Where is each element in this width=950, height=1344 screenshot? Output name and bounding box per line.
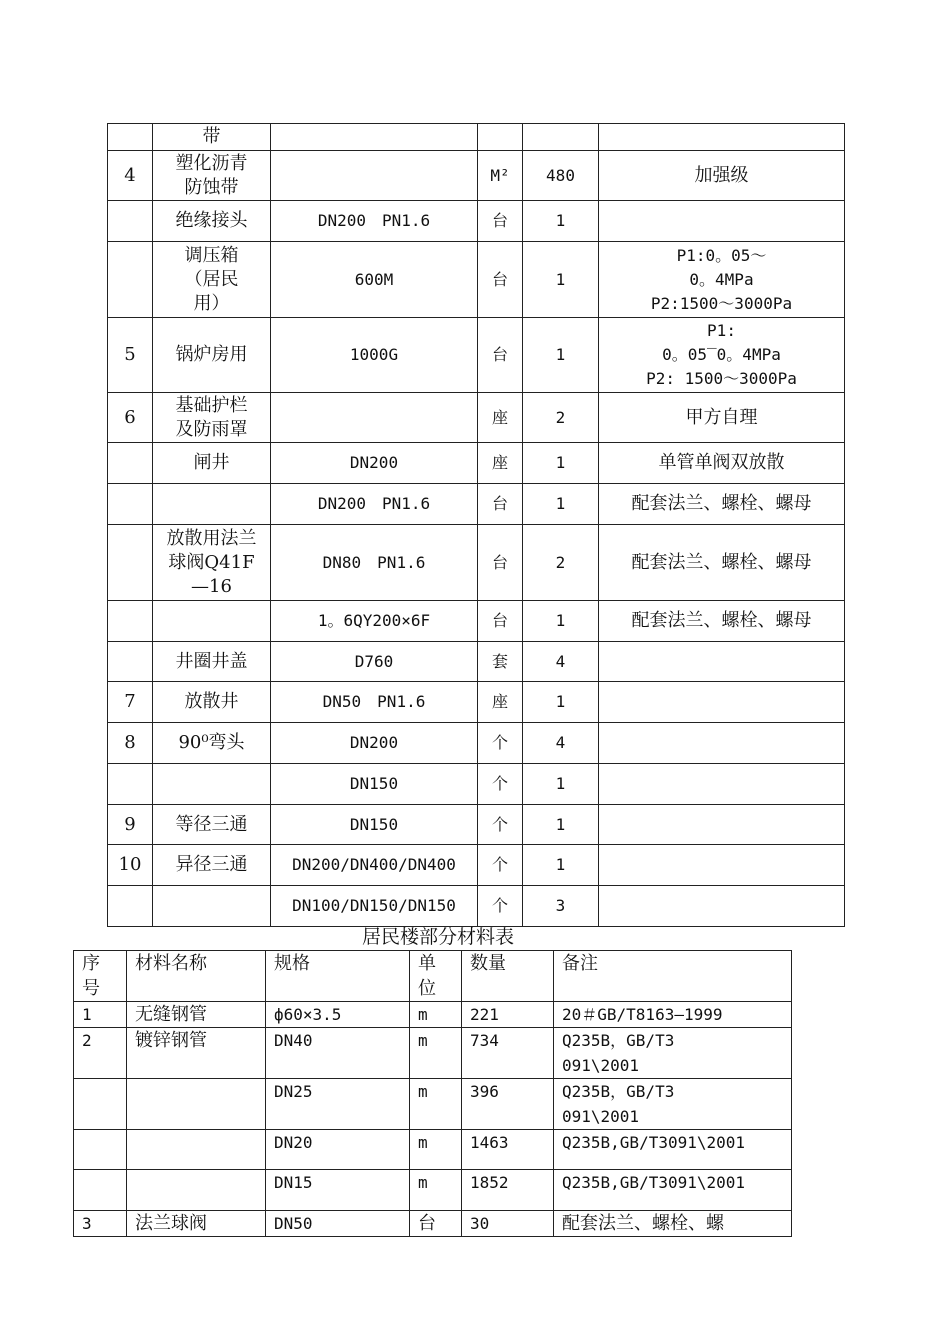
table-row <box>74 1079 792 1130</box>
quantity: 1 <box>523 318 599 393</box>
material-name <box>153 764 271 805</box>
table-row <box>74 1130 792 1170</box>
note <box>599 805 845 845</box>
unit: 个 <box>478 805 523 845</box>
unit: 个 <box>478 723 523 764</box>
spec: DN15 <box>266 1170 410 1211</box>
row-number: 3 <box>74 1211 127 1237</box>
material-name <box>127 1170 266 1211</box>
table-row <box>74 1170 792 1211</box>
unit: 台 <box>478 318 523 393</box>
header-unit: 单位 <box>410 951 462 1002</box>
quantity: 1 <box>523 601 599 642</box>
material-name: 基础护栏及防雨罩 <box>153 393 271 443</box>
quantity: 396 <box>462 1079 554 1130</box>
table-row <box>108 318 845 393</box>
quantity: 1 <box>523 682 599 723</box>
spec: DN100/DN150/DN150 <box>271 886 478 927</box>
table-row <box>108 484 845 525</box>
row-number <box>108 764 153 805</box>
note <box>599 242 845 318</box>
quantity: 1 <box>523 242 599 318</box>
quantity: 2 <box>523 393 599 443</box>
note-line: 0。4MPa <box>689 269 754 289</box>
unit: 台 <box>478 201 523 242</box>
material-name: 镀锌钢管 <box>127 1028 266 1079</box>
material-name: 异径三通 <box>153 845 271 886</box>
row-number <box>108 242 153 318</box>
unit: 台 <box>478 484 523 525</box>
table-row <box>74 1211 792 1237</box>
table-row <box>74 1028 792 1079</box>
row-number <box>108 484 153 525</box>
quantity: 221 <box>462 1002 554 1028</box>
material-name: 法兰球阀 <box>127 1211 266 1237</box>
spec <box>271 124 478 151</box>
quantity: 1 <box>523 484 599 525</box>
table-row <box>108 601 845 642</box>
spec: 1。6QY200×6F <box>271 601 478 642</box>
table-row <box>108 764 845 805</box>
material-name: 放散用法兰球阀Q41F—16 <box>153 525 271 601</box>
note: 甲方自理 <box>599 393 845 443</box>
quantity: 30 <box>462 1211 554 1237</box>
note <box>599 642 845 682</box>
row-number: 2 <box>74 1028 127 1079</box>
note-line: P1: <box>707 321 736 340</box>
spec: DN50 <box>266 1211 410 1237</box>
unit: M² <box>478 151 523 201</box>
note <box>599 723 845 764</box>
spec <box>271 151 478 201</box>
spec: DN200 PN1.6 <box>271 201 478 242</box>
material-name: 塑化沥青防蚀带 <box>153 151 271 201</box>
table-caption: 居民楼部分材料表 <box>361 926 514 948</box>
row-number: 8 <box>108 723 153 764</box>
row-number <box>74 1079 127 1130</box>
material-name <box>153 886 271 927</box>
header-note: 备注 <box>554 951 792 1002</box>
material-name: 带 <box>153 124 271 151</box>
note <box>599 318 845 393</box>
note: 20＃GB/T8163—1999 <box>554 1002 792 1028</box>
note: 配套法兰、螺栓、螺母 <box>599 525 845 601</box>
row-number <box>108 525 153 601</box>
note: 配套法兰、螺栓、螺 <box>554 1211 792 1237</box>
row-number <box>108 124 153 151</box>
material-name <box>153 484 271 525</box>
spec: DN200 PN1.6 <box>271 484 478 525</box>
table-row <box>108 805 845 845</box>
unit: 台 <box>410 1211 462 1237</box>
unit: 台 <box>478 601 523 642</box>
spec: DN25 <box>266 1079 410 1130</box>
quantity: 1 <box>523 443 599 484</box>
note <box>599 124 845 151</box>
unit: m <box>410 1130 462 1170</box>
row-number <box>108 443 153 484</box>
table-row <box>108 886 845 927</box>
note <box>599 845 845 886</box>
row-number <box>108 886 153 927</box>
spec: DN150 <box>271 805 478 845</box>
note: 加强级 <box>599 151 845 201</box>
unit: 座 <box>478 443 523 484</box>
quantity: 2 <box>523 525 599 601</box>
material-name: 放散井 <box>153 682 271 723</box>
note <box>599 764 845 805</box>
spec: D760 <box>271 642 478 682</box>
row-number: 1 <box>74 1002 127 1028</box>
table-header-row <box>74 951 792 1002</box>
row-number: 5 <box>108 318 153 393</box>
table-row <box>74 1002 792 1028</box>
material-name: 绝缘接头 <box>153 201 271 242</box>
spec: DN200 <box>271 443 478 484</box>
note-line: P1:0。05～ <box>676 245 767 265</box>
spec: DN200/DN400/DN400 <box>271 845 478 886</box>
unit <box>478 124 523 151</box>
note <box>599 886 845 927</box>
quantity: 4 <box>523 723 599 764</box>
spec: DN40 <box>266 1028 410 1079</box>
quantity: 734 <box>462 1028 554 1079</box>
spec: DN80 PN1.6 <box>271 525 478 601</box>
row-number: 10 <box>108 845 153 886</box>
upper-material-table <box>107 123 845 927</box>
unit: 个 <box>478 764 523 805</box>
table-row <box>108 151 845 201</box>
table-row <box>108 525 845 601</box>
note: Q235B,GB/T3091\2001 <box>554 1170 792 1211</box>
unit: 个 <box>478 845 523 886</box>
note-line: 0。05‾0。4MPa <box>662 345 781 364</box>
spec: DN200 <box>271 723 478 764</box>
note: 单管单阀双放散 <box>599 443 845 484</box>
spec: ф60×3.5 <box>266 1002 410 1028</box>
material-name: 无缝钢管 <box>127 1002 266 1028</box>
note: 配套法兰、螺栓、螺母 <box>599 601 845 642</box>
spec <box>271 393 478 443</box>
quantity: 1 <box>523 805 599 845</box>
note-line: P2:1500～3000Pa <box>650 293 793 313</box>
material-name: 井圈井盖 <box>153 642 271 682</box>
quantity: 1463 <box>462 1130 554 1170</box>
spec: DN150 <box>271 764 478 805</box>
header-spec: 规格 <box>266 951 410 1002</box>
row-number <box>74 1170 127 1211</box>
row-number <box>74 1130 127 1170</box>
note <box>599 682 845 723</box>
table-row <box>108 124 845 151</box>
material-name: 等径三通 <box>153 805 271 845</box>
spec: 600M <box>271 242 478 318</box>
residential-material-table <box>73 950 792 1237</box>
unit: 座 <box>478 393 523 443</box>
unit: 台 <box>478 525 523 601</box>
quantity: 480 <box>523 151 599 201</box>
quantity: 1 <box>523 201 599 242</box>
table-row <box>108 682 845 723</box>
note: 配套法兰、螺栓、螺母 <box>599 484 845 525</box>
material-name: 闸井 <box>153 443 271 484</box>
unit: m <box>410 1079 462 1130</box>
material-name <box>127 1079 266 1130</box>
row-number: 6 <box>108 393 153 443</box>
unit: m <box>410 1028 462 1079</box>
table-row <box>108 443 845 484</box>
table-row <box>108 393 845 443</box>
row-number: 9 <box>108 805 153 845</box>
note: Q235B，GB/T3091\2001 <box>554 1079 792 1130</box>
table-row <box>108 201 845 242</box>
quantity: 1852 <box>462 1170 554 1211</box>
spec: DN20 <box>266 1130 410 1170</box>
row-number <box>108 201 153 242</box>
quantity: 4 <box>523 642 599 682</box>
row-number <box>108 642 153 682</box>
quantity: 1 <box>523 764 599 805</box>
table-row <box>108 642 845 682</box>
unit: 个 <box>478 886 523 927</box>
note-line: P2: 1500～3000Pa <box>646 369 797 388</box>
header-no: 序号 <box>74 951 127 1002</box>
material-name: 锅炉房用 <box>153 318 271 393</box>
unit: 座 <box>478 682 523 723</box>
spec: 1000G <box>271 318 478 393</box>
quantity <box>523 124 599 151</box>
row-number: 7 <box>108 682 153 723</box>
unit: m <box>410 1002 462 1028</box>
material-name <box>127 1130 266 1170</box>
table-row <box>108 845 845 886</box>
spec: DN50 PN1.6 <box>271 682 478 723</box>
header-name: 材料名称 <box>127 951 266 1002</box>
unit: 台 <box>478 242 523 318</box>
note <box>599 201 845 242</box>
quantity: 3 <box>523 886 599 927</box>
note: Q235B，GB/T3091\2001 <box>554 1028 792 1079</box>
table-row <box>108 723 845 764</box>
quantity: 1 <box>523 845 599 886</box>
material-name: 调压箱（居民用） <box>153 242 271 318</box>
unit: 套 <box>478 642 523 682</box>
note: Q235B,GB/T3091\2001 <box>554 1130 792 1170</box>
row-number <box>108 601 153 642</box>
material-name: 90⁰弯头 <box>153 723 271 764</box>
row-number: 4 <box>108 151 153 201</box>
unit: m <box>410 1170 462 1211</box>
material-name <box>153 601 271 642</box>
table-row <box>108 242 845 318</box>
header-qty: 数量 <box>462 951 554 1002</box>
